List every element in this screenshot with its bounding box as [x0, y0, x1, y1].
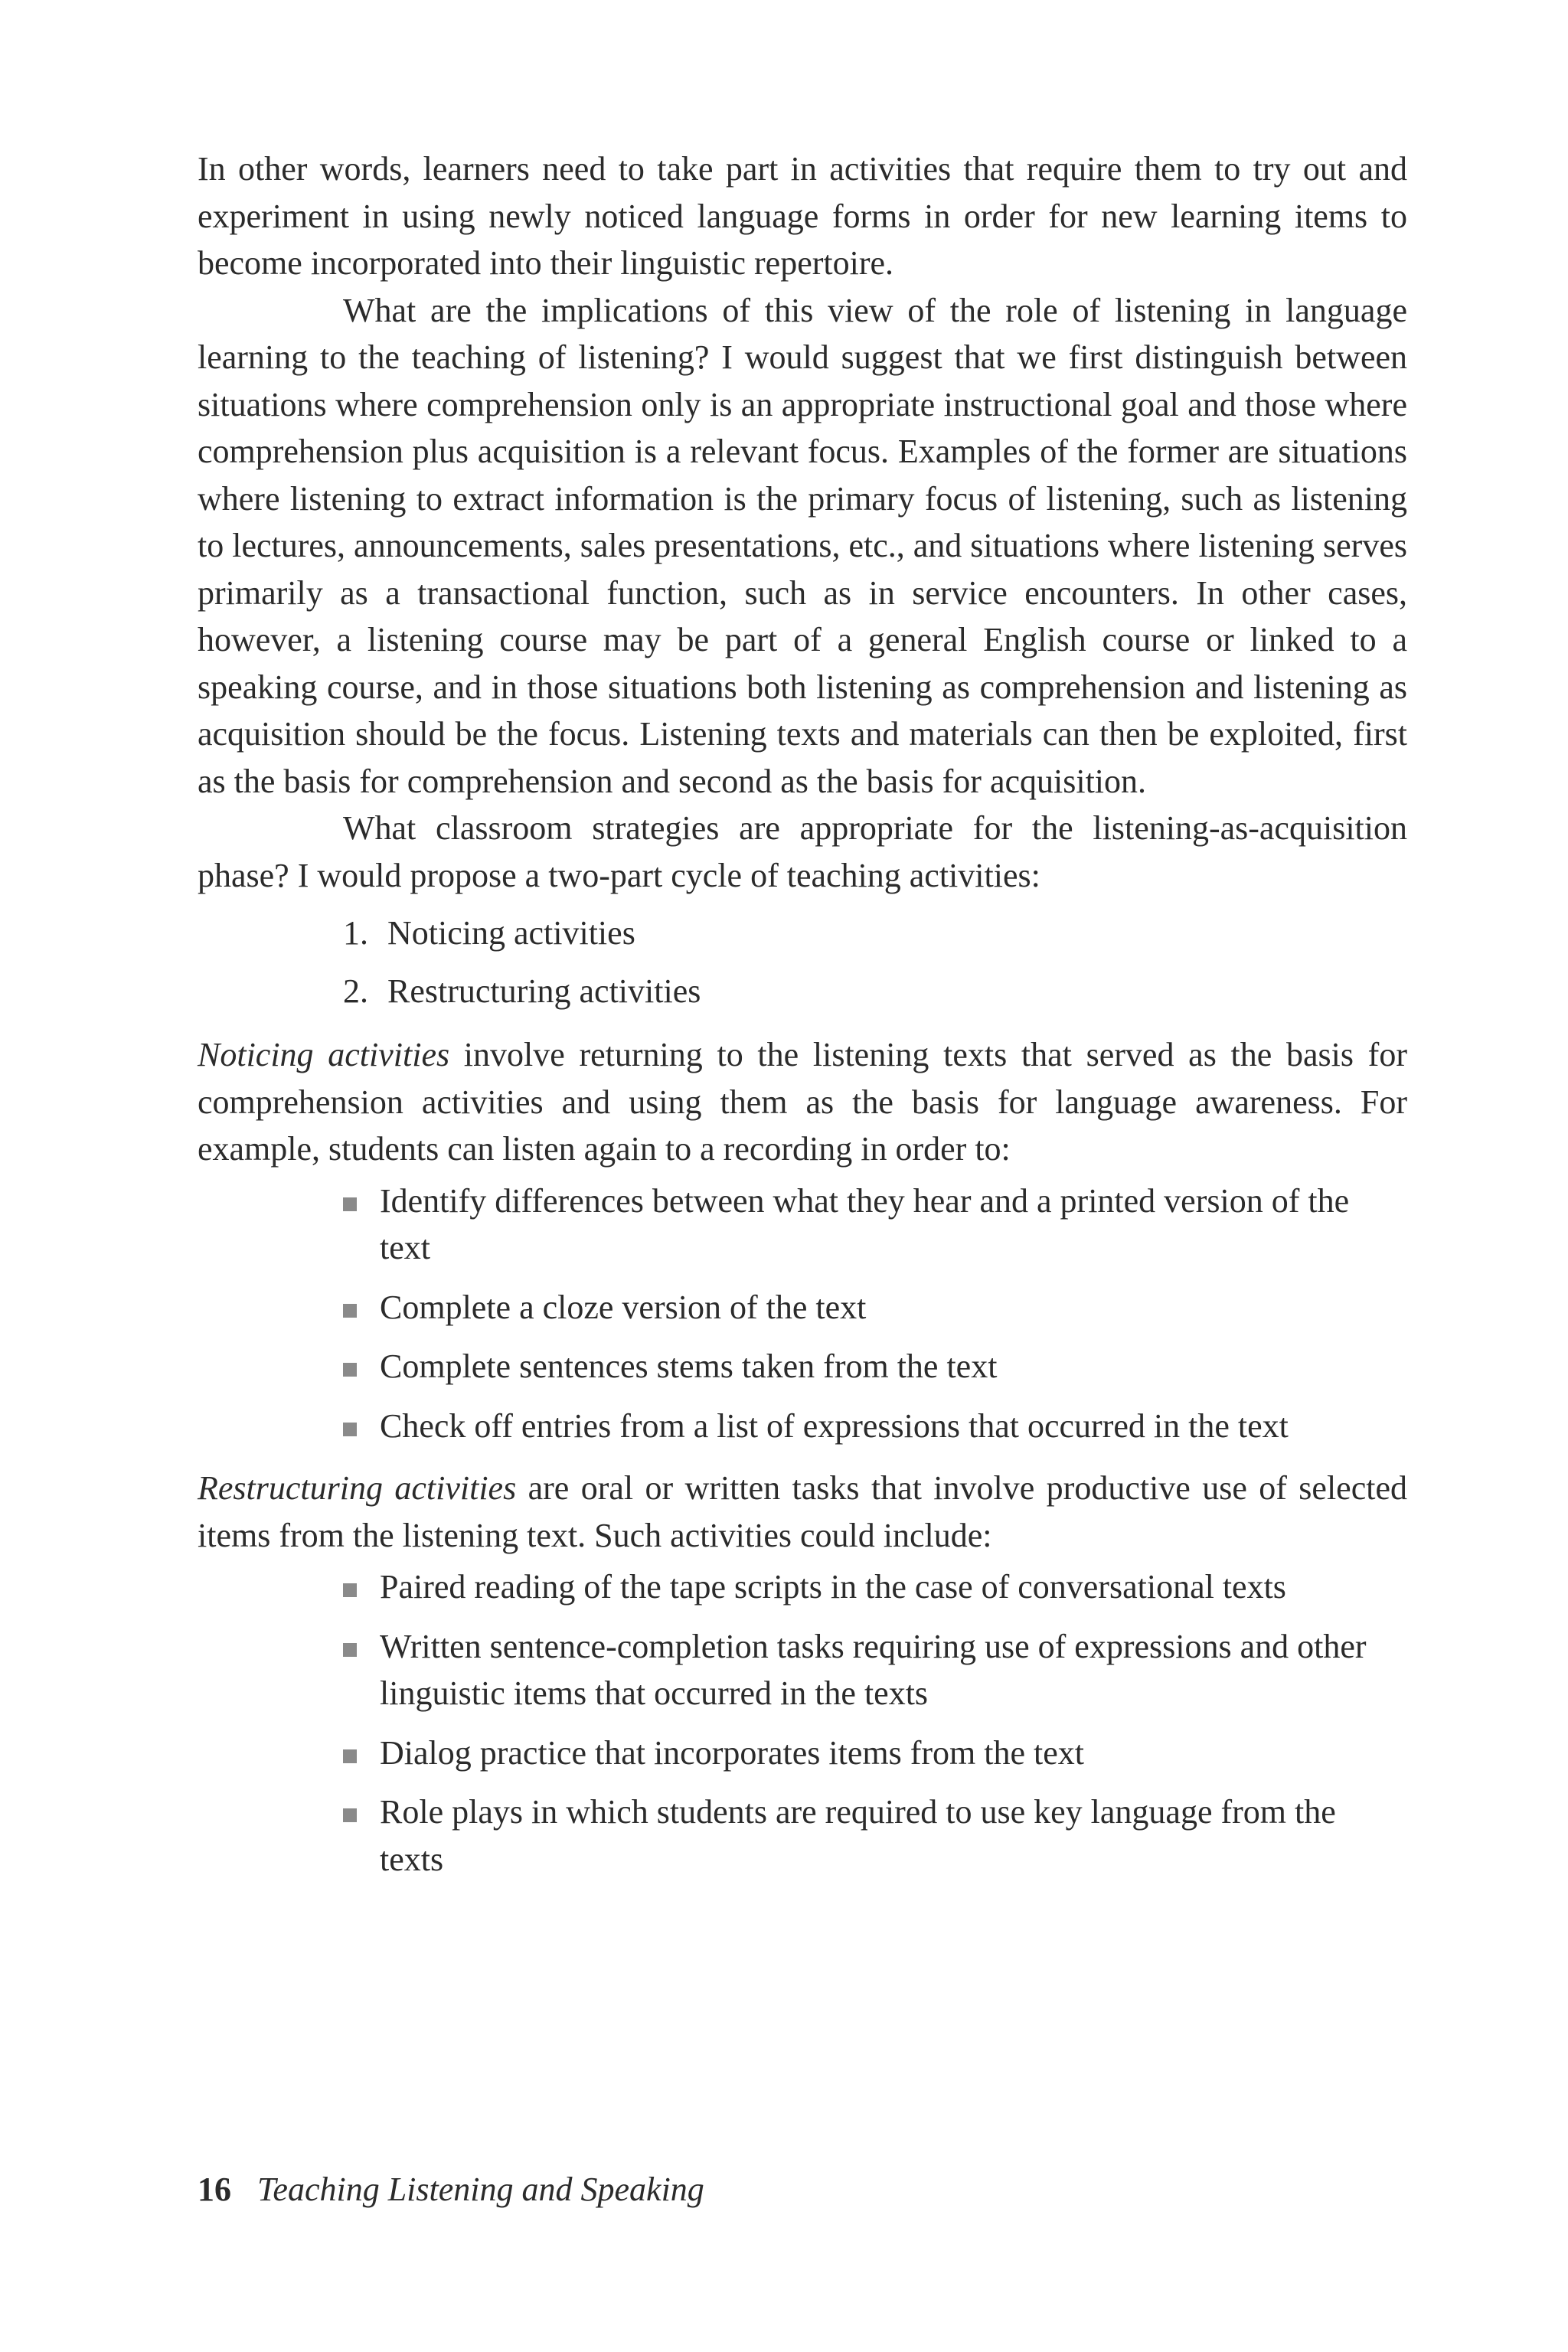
- bullet-text: Paired reading of the tape scripts in the case of conversational texts: [380, 1568, 1286, 1606]
- list-item-text: Noticing activities: [387, 914, 635, 952]
- page-footer: [198, 2167, 704, 2213]
- bullet-text: Written sentence-completion tasks requiring use of expressions and other linguistic items that occurred in the texts: [380, 1627, 1367, 1712]
- list-number: 2.: [343, 972, 368, 1010]
- page-body: [198, 145, 1407, 1898]
- bullet-text: Check off entries from a list of expressions that occurred in the text: [380, 1406, 1289, 1445]
- bullet-item: [343, 1343, 1407, 1390]
- square-bullet-icon: [343, 1197, 357, 1211]
- noticing-description: involve returning to the listening texts that served as the basis for comprehension activities and using them as the basis for language awareness. For example, students can listen again to a recording in order to:: [198, 1036, 1407, 1168]
- bullet-item: [343, 1788, 1407, 1883]
- bullet-text: Role plays in which students are required to use key language from the texts: [380, 1793, 1336, 1878]
- bullet-item: [343, 1730, 1407, 1777]
- paragraph-implications: What are the implications of this view of the role of listening in language learning to the teaching of listening? I would suggest that we first distinguish between situations where comprehension only is an appropriate instructional goal and those where comprehension plus acquisition is a relevant focus. Examples of the former are situations where listening to extract information is the primary focus of listening, such as listening to lectures, announcements, sales presentations, etc., and situations where listening serves primarily as a transactional function, such as in service encounters. In other cases, however, a listening course may be part of a general English course or linked to a speaking course, and in those situations both listening as comprehension and listening as acquisition should be the focus. Listening texts and materials can then be exploited, first as the basis for comprehension and second as the basis for acquisition.: [198, 291, 1407, 800]
- square-bullet-icon: [343, 1423, 357, 1436]
- bullet-item: [343, 1284, 1407, 1331]
- noticing-bullet-list: [198, 1178, 1407, 1450]
- bullet-item: [343, 1178, 1407, 1272]
- bullet-text: Identify differences between what they hear and a printed version of the text: [380, 1181, 1350, 1266]
- bullet-text: Complete sentences stems taken from the text: [380, 1348, 998, 1385]
- list-item: [343, 910, 1407, 957]
- square-bullet-icon: [343, 1363, 357, 1377]
- bullet-item: [343, 1403, 1407, 1450]
- term-noticing-activities: Noticing activities: [198, 1036, 450, 1073]
- restructuring-bullet-list: [198, 1563, 1407, 1883]
- term-restructuring-activities: Restructuring activities: [198, 1469, 517, 1507]
- square-bullet-icon: [343, 1749, 357, 1763]
- bullet-item: [343, 1623, 1407, 1717]
- square-bullet-icon: [343, 1583, 357, 1597]
- list-item-text: Restructuring activities: [387, 972, 701, 1010]
- page-number: 16: [198, 2171, 231, 2208]
- square-bullet-icon: [343, 1808, 357, 1822]
- bullet-text: Dialog practice that incorporates items from the text: [380, 1733, 1085, 1772]
- paragraph-intro: In other words, learners need to take part in activities that require them to try out and experiment in using newly noticed language forms in order for new learning items to become incorporated into their linguistic repertoire.: [198, 150, 1407, 282]
- bullet-text: Complete a cloze version of the text: [380, 1288, 867, 1326]
- list-item: [343, 968, 1407, 1015]
- paragraph-noticing: [198, 1031, 1407, 1173]
- paragraph-restructuring: [198, 1465, 1407, 1559]
- paragraph-strategies: What classroom strategies are appropriate for the listening-as-acquisition phase? I would propose a two-part cycle of teaching activities:: [198, 809, 1407, 894]
- running-head: Teaching Listening and Speaking: [257, 2171, 704, 2208]
- restructuring-description: are oral or written tasks that involve productive use of selected items from the listening text. Such activities could include:: [198, 1469, 1407, 1554]
- list-number: 1.: [343, 914, 368, 952]
- bullet-item: [343, 1563, 1407, 1611]
- square-bullet-icon: [343, 1643, 357, 1657]
- square-bullet-icon: [343, 1304, 357, 1318]
- numbered-list: [198, 910, 1407, 1014]
